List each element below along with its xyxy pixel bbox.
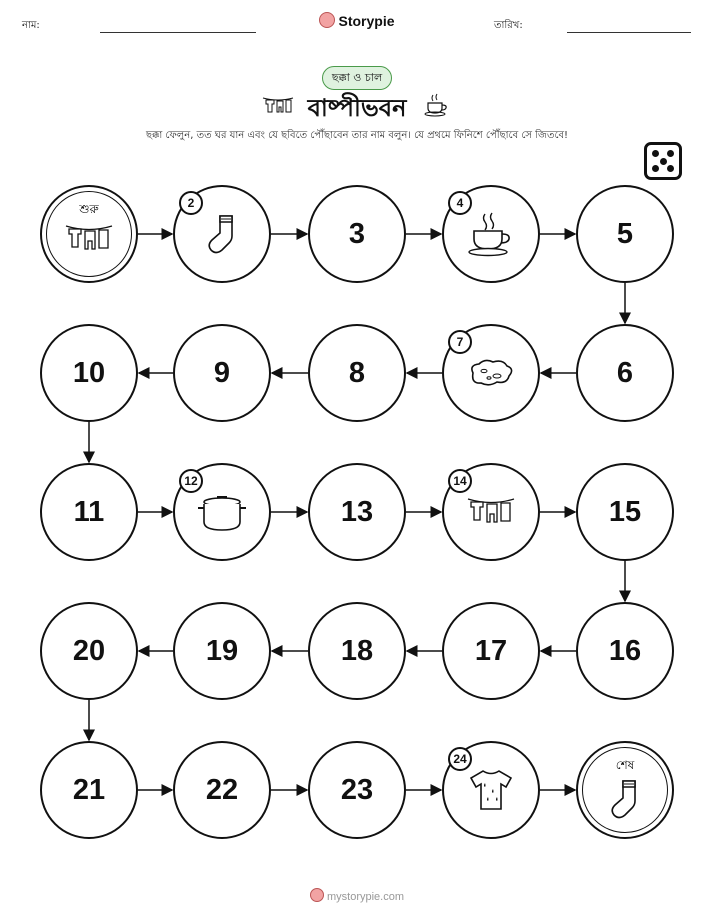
- board-cell-3[interactable]: [308, 185, 406, 283]
- board-cell-6[interactable]: [576, 324, 674, 422]
- name-label: নাম:: [22, 20, 40, 31]
- cell-number: 20: [72, 634, 106, 667]
- end-label: শেষ: [615, 758, 635, 772]
- cell-number-badge: 24: [448, 747, 472, 771]
- cell-number: 9: [213, 356, 231, 389]
- cell-number-badge: 2: [179, 191, 203, 215]
- cell-number: 5: [616, 217, 634, 250]
- board-cell-11[interactable]: [40, 463, 138, 561]
- board-cell-8[interactable]: [308, 324, 406, 422]
- board-cell-9[interactable]: [173, 324, 271, 422]
- cell-number: 15: [608, 495, 642, 528]
- cell-number: 18: [340, 634, 374, 667]
- start-label: শুরু: [79, 202, 99, 216]
- start-cell[interactable]: [40, 185, 138, 283]
- page-title: বাষ্পীভবন: [307, 94, 407, 122]
- board-cell-18[interactable]: [308, 602, 406, 700]
- cell-number: 16: [608, 634, 642, 667]
- board-cell-5[interactable]: [576, 185, 674, 283]
- board-cell-20[interactable]: [40, 602, 138, 700]
- cell-number: 21: [72, 773, 106, 806]
- cell-number-badge: 14: [448, 469, 472, 493]
- board-cell-17[interactable]: [442, 602, 540, 700]
- board-cell-13[interactable]: [308, 463, 406, 561]
- board-cell-23[interactable]: [308, 741, 406, 839]
- cell-number: 19: [205, 634, 239, 667]
- footer: [0, 888, 714, 903]
- cell-number: 8: [348, 356, 366, 389]
- board-cell-19[interactable]: [173, 602, 271, 700]
- cell-number: 22: [205, 773, 239, 806]
- category-pill: ছক্কা ও চাল: [322, 66, 392, 90]
- instructions: ছক্কা ফেলুন, তত ঘর যান এবং যে ছবিতে পৌঁছাবেন তার নাম বলুন। যে প্রথমে ফিনিশে পৌঁছাবে সে জিতবে!: [145, 130, 569, 141]
- cell-number: 13: [340, 495, 374, 528]
- board-cell-10[interactable]: [40, 324, 138, 422]
- footer-url: mystorypie.com: [326, 891, 405, 903]
- end-cell[interactable]: [576, 741, 674, 839]
- board-cell-16[interactable]: [576, 602, 674, 700]
- sock-icon: [578, 777, 672, 825]
- date-label: তারিখ:: [494, 20, 523, 31]
- cell-number-badge: 7: [448, 330, 472, 354]
- brand-name: Storypie: [338, 13, 395, 29]
- cell-number-badge: 4: [448, 191, 472, 215]
- cell-number: 6: [616, 356, 634, 389]
- storypie-logo-icon: [310, 888, 324, 902]
- cell-number: 17: [474, 634, 508, 667]
- board-cell-15[interactable]: [576, 463, 674, 561]
- cell-number: 11: [73, 495, 105, 528]
- board-cell-21[interactable]: [40, 741, 138, 839]
- cell-number: 10: [72, 356, 106, 389]
- cell-number-badge: 12: [179, 469, 203, 493]
- clothesline-icon: [42, 221, 136, 261]
- cell-number: 23: [340, 773, 374, 806]
- cell-number: 3: [348, 217, 366, 250]
- board-cell-22[interactable]: [173, 741, 271, 839]
